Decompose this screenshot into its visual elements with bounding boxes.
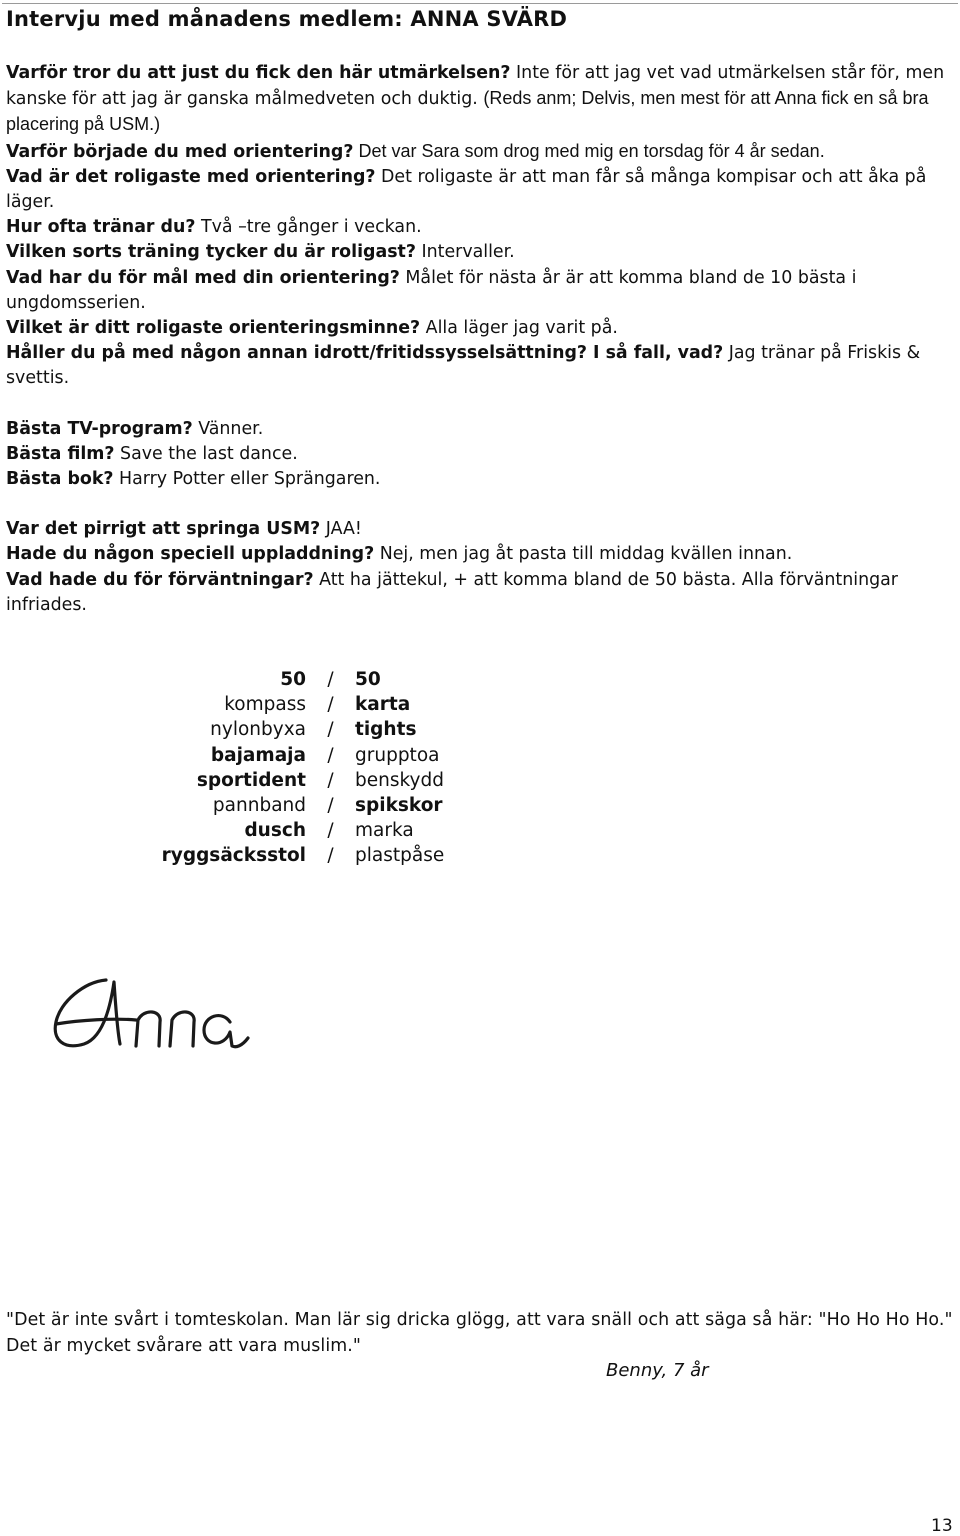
qa-item bbox=[6, 517, 954, 542]
answer: Det roligaste är att man får så många kompisar och att åka på läger. bbox=[6, 166, 927, 213]
qa-item bbox=[6, 442, 954, 467]
versus-row bbox=[120, 768, 555, 793]
question: Var det pirrigt att springa USM? bbox=[6, 519, 321, 540]
versus-option-right: grupptoa bbox=[355, 744, 440, 766]
versus-row bbox=[120, 743, 555, 768]
versus-separator: / bbox=[327, 845, 334, 867]
page-number: 13 bbox=[931, 1516, 953, 1536]
question: Håller du på med någon annan idrott/fritidssysselsättning? I så fall, vad? bbox=[6, 343, 724, 364]
versus-option-left: ryggsäcksstol bbox=[161, 845, 306, 867]
qa-item bbox=[6, 266, 954, 316]
answer: JAA! bbox=[320, 519, 362, 540]
versus-option-left: pannband bbox=[212, 795, 306, 817]
editor-note: (Reds anm; Delvis, men mest för att Anna fick en så bra placering på USM.) bbox=[6, 88, 929, 135]
versus-separator: / bbox=[327, 744, 334, 766]
versus-option-left: kompass bbox=[224, 694, 306, 716]
versus-separator: / bbox=[327, 795, 334, 817]
qa-item bbox=[6, 542, 954, 567]
answer: Intervaller. bbox=[415, 242, 515, 263]
versus-option-right: karta bbox=[355, 694, 411, 716]
versus-option-right: 50 bbox=[355, 669, 381, 690]
question: Varför började du med orientering? bbox=[6, 141, 354, 162]
qa-item bbox=[6, 240, 954, 265]
question: Bästa bok? bbox=[6, 469, 114, 490]
answer: Save the last dance. bbox=[114, 443, 298, 464]
question: Bästa TV-program? bbox=[6, 418, 193, 439]
versus-option-left: sportident bbox=[196, 769, 306, 791]
qa-item bbox=[6, 165, 954, 215]
interview-body bbox=[6, 61, 954, 618]
versus-option-right: spikskor bbox=[355, 795, 443, 817]
answer: Harry Potter eller Sprängaren. bbox=[113, 469, 381, 490]
qa-item bbox=[6, 316, 954, 341]
versus-option-right: tights bbox=[355, 719, 417, 741]
versus-option-left: dusch bbox=[244, 820, 306, 842]
answer: Jag tränar på Friskis & svettis. bbox=[6, 343, 921, 389]
quote-text: "Det är inte svårt i tomteskolan. Man lär sig dricka glögg, att vara snäll och att säga så här: "Ho Ho Ho Ho." Det är mycket svårare att vara muslim." bbox=[6, 1310, 953, 1356]
answer: Att ha jättekul, + att komma bland de 50 bästa. Alla förväntningar infriades. bbox=[6, 569, 898, 615]
question: Bästa film? bbox=[6, 443, 115, 464]
qa-item bbox=[6, 467, 954, 492]
question: Vilken sorts träning tycker du är roligast? bbox=[6, 242, 416, 263]
versus-option-left: bajamaja bbox=[210, 744, 306, 766]
versus-row bbox=[120, 717, 555, 742]
question: Vad har du för mål med din orientering? bbox=[6, 267, 400, 288]
qa-item bbox=[6, 139, 954, 165]
answer: Alla läger jag varit på. bbox=[420, 318, 618, 339]
versus-separator: / bbox=[327, 694, 334, 716]
question: Varför tror du att just du fick den här utmärkelsen? bbox=[6, 63, 511, 83]
answer: Två –tre gånger i veckan. bbox=[195, 217, 422, 238]
versus-list bbox=[120, 667, 555, 869]
versus-separator: / bbox=[327, 669, 334, 690]
answer: Vänner. bbox=[192, 418, 264, 439]
versus-option-left: 50 bbox=[280, 669, 306, 690]
versus-option-right: marka bbox=[355, 820, 414, 842]
versus-separator: / bbox=[327, 769, 334, 791]
qa-item bbox=[6, 215, 954, 240]
answer: Inte för att jag vet vad utmärkelsen står för, men kanske för att jag är ganska målmedveten och duktig. bbox=[6, 63, 945, 110]
versus-option-right: plastpåse bbox=[355, 845, 445, 867]
versus-row bbox=[120, 667, 555, 692]
versus-separator: / bbox=[327, 820, 334, 842]
versus-option-left: nylonbyxa bbox=[210, 719, 306, 741]
versus-row bbox=[120, 843, 555, 868]
versus-row bbox=[120, 818, 555, 843]
page-title: Intervju med månadens medlem: ANNA SVÄRD bbox=[6, 7, 568, 31]
qa-item bbox=[6, 341, 954, 391]
answer: Målet för nästa år är att komma bland de 10 bästa i ungdomsserien. bbox=[6, 267, 857, 313]
quote-block bbox=[6, 1308, 954, 1359]
spacer bbox=[6, 392, 954, 417]
qa-item bbox=[6, 417, 954, 442]
question: Vilket är ditt roligaste orienteringsminne? bbox=[6, 318, 421, 339]
quote-author: Benny, 7 år bbox=[606, 1360, 709, 1381]
top-rule bbox=[2, 3, 958, 4]
question: Hur ofta tränar du? bbox=[6, 217, 196, 238]
versus-option-right: benskydd bbox=[355, 769, 444, 791]
qa-item bbox=[6, 568, 954, 618]
versus-separator: / bbox=[327, 719, 334, 741]
question: Hade du någon speciell uppladdning? bbox=[6, 544, 375, 565]
spacer bbox=[6, 492, 954, 517]
answer: Nej, men jag åt pasta till middag kvällen innan. bbox=[374, 544, 793, 565]
qa-item bbox=[6, 61, 954, 139]
answer: Det var Sara som drog med mig en torsdag för 4 år sedan. bbox=[353, 140, 825, 161]
question: Vad är det roligaste med orientering? bbox=[6, 166, 376, 187]
question: Vad hade du för förväntningar? bbox=[6, 569, 314, 590]
signature-image bbox=[44, 962, 274, 1062]
versus-row bbox=[120, 793, 555, 818]
versus-row bbox=[120, 692, 555, 717]
